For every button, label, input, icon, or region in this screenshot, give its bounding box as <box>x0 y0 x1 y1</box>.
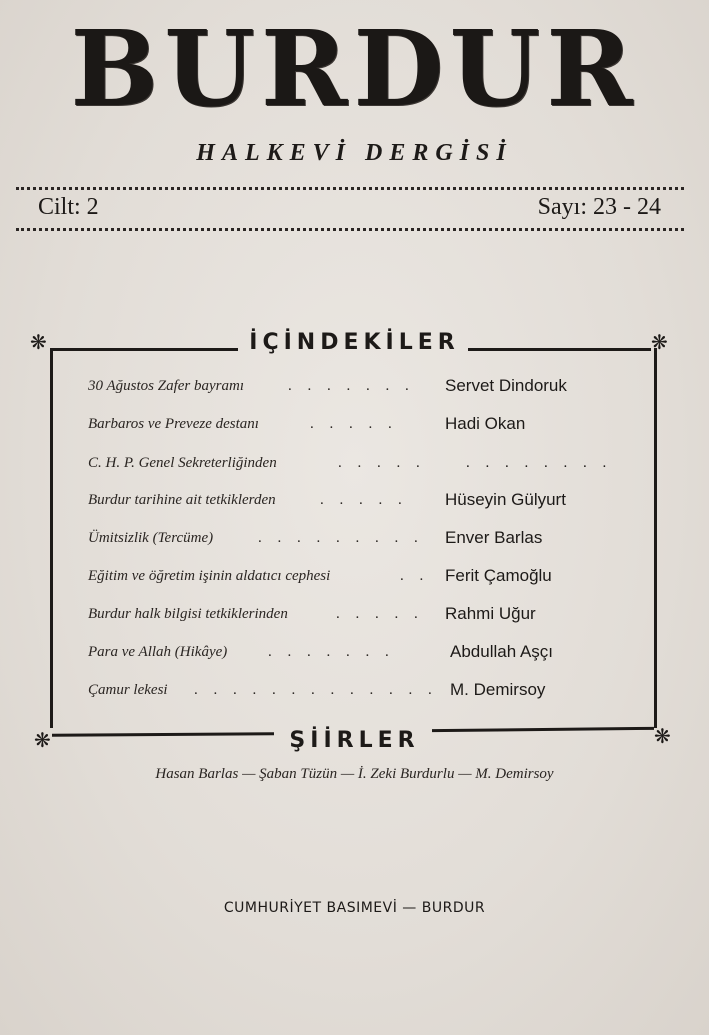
article-title: Burdur halk bilgisi tetkiklerinden <box>88 606 288 622</box>
leader-dots: . . . . . <box>336 606 424 622</box>
contents-heading: İÇİNDEKİLER <box>249 330 460 355</box>
article-author: Hadi Okan <box>445 414 526 433</box>
article-author: Rahmi Uğur <box>445 604 536 623</box>
leader-dots: . . . . . <box>320 492 408 508</box>
leader-dots: . . . . . . . <box>268 644 395 660</box>
article-author: M. Demirsoy <box>450 680 546 699</box>
article-author: Abdullah Aşçı <box>450 642 554 661</box>
article-title: Burdur tarihine ait tetkiklerden <box>88 492 276 508</box>
bottom-dotted-rule <box>16 228 684 231</box>
poets-list: Hasan Barlas — Şaban Tüzün — İ. Zeki Burdurlu — M. Demirsoy <box>155 766 554 782</box>
article-title: 30 Ağustos Zafer bayramı <box>88 378 244 394</box>
list-item <box>88 644 648 674</box>
masthead-title: BURDUR <box>70 7 639 130</box>
list-item <box>88 455 648 485</box>
printer-imprint: CUMHURİYET BASIMEVİ — BURDUR <box>223 900 486 916</box>
article-author: Ferit Çamoğlu <box>445 566 552 585</box>
article-title: Ümitsizlik (Tercüme) <box>88 530 214 546</box>
poems-heading: ŞİİRLER <box>289 728 420 753</box>
article-title: Eğitim ve öğretim işinin aldatıcı cephesi <box>88 568 331 584</box>
list-item <box>88 606 648 636</box>
asterisk-ornament-icon: ❋ <box>34 728 51 752</box>
list-item <box>88 416 648 446</box>
issue-number: Sayı: 23 - 24 <box>537 194 661 220</box>
asterisk-ornament-icon: ❋ <box>654 724 671 748</box>
list-item <box>88 492 648 522</box>
list-item <box>88 530 648 560</box>
leader-dots: . . . . . . . . . <box>258 530 424 546</box>
article-title: C. H. P. Genel Sekreterliğinden <box>88 455 277 471</box>
article-title: Para ve Allah (Hikâye) <box>88 644 228 660</box>
top-dotted-rule <box>16 187 684 190</box>
article-title: Barbaros ve Preveze destanı <box>88 416 259 432</box>
leader-dots: . . . . . . . <box>288 378 415 394</box>
article-author: Enver Barlas <box>445 528 543 547</box>
article-author: . . . . . . . . <box>466 455 613 471</box>
list-item <box>88 568 648 598</box>
list-item <box>88 378 648 408</box>
article-author: Hüseyin Gülyurt <box>445 490 566 509</box>
article-author: Servet Dindoruk <box>445 376 567 395</box>
article-title: Çamur lekesi <box>88 682 168 698</box>
leader-dots: . . . . . <box>310 416 398 432</box>
leader-dots: . . . . . <box>338 455 426 471</box>
list-item <box>88 682 648 712</box>
leader-dots: . . . . . . . . . . . . . <box>194 682 438 698</box>
volume-label: Cilt: 2 <box>38 194 99 220</box>
asterisk-ornament-icon: ❋ <box>651 330 668 354</box>
leader-dots: . . <box>400 568 430 584</box>
asterisk-ornament-icon: ❋ <box>30 330 47 354</box>
masthead-subtitle: HALKEVİ DERGİSİ <box>196 140 513 166</box>
